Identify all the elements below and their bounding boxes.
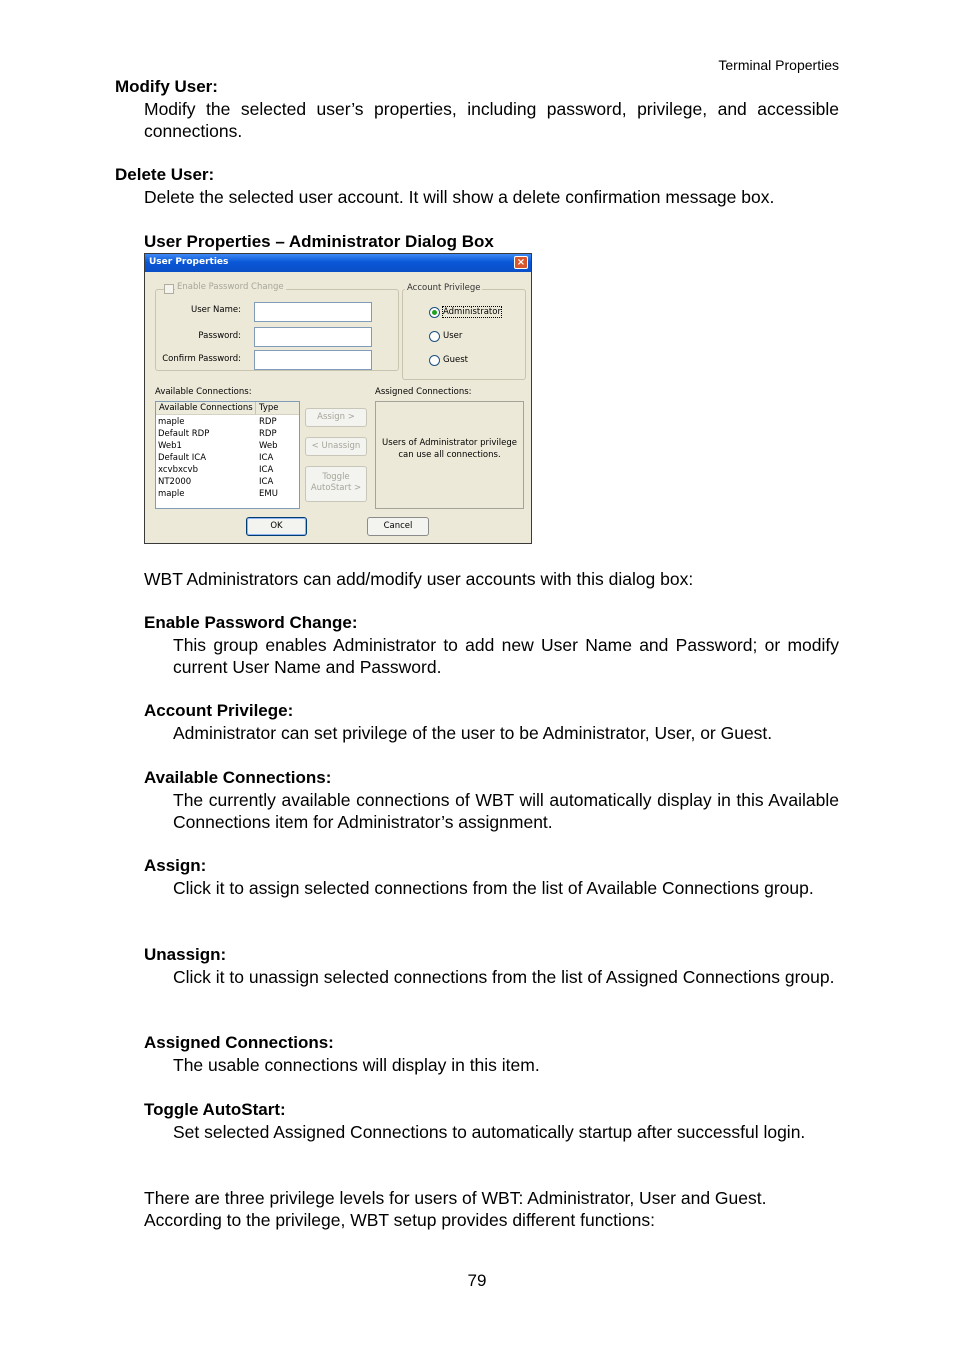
radio-administrator[interactable]	[429, 307, 440, 318]
connection-row-type[interactable]: Web	[259, 441, 278, 451]
modify-user-heading: Modify User:	[115, 77, 218, 96]
cancel-button[interactable]: Cancel	[367, 517, 429, 536]
connection-row-name[interactable]: xcvbxcvb	[158, 465, 198, 475]
confirm-password-input[interactable]	[254, 350, 372, 370]
toggle-autostart-button[interactable]	[305, 466, 367, 502]
figure-caption: User Properties – Administrator Dialog Box	[144, 232, 494, 251]
item-text: Click it to unassign selected connections from the list of Assigned Connections group.	[173, 967, 835, 987]
item-heading: Assigned Connections:	[144, 1033, 334, 1052]
available-connections-list[interactable]	[155, 401, 300, 509]
connection-row-type[interactable]: RDP	[259, 429, 277, 439]
item-text: The currently available connections of WBT will automatically display in this Available Connections item for Administrator’s assignment.	[173, 790, 839, 832]
connection-row-type[interactable]: ICA	[259, 465, 274, 475]
connection-row-name[interactable]: maple	[158, 489, 185, 499]
item-text: Set selected Assigned Connections to automatically startup after successful login.	[173, 1122, 806, 1142]
radio-administrator-label[interactable]: Administrator	[443, 307, 501, 317]
user-name-input[interactable]	[254, 302, 372, 322]
available-connections-label: Available Connections:	[155, 387, 252, 397]
modify-user-text: Modify the selected user’s properties, including password, privilege, and accessible connections.	[144, 99, 839, 141]
running-header: Terminal Properties	[718, 57, 839, 73]
connection-row-type[interactable]: RDP	[259, 417, 277, 427]
dialog-title-bar	[145, 254, 531, 272]
close-icon[interactable]: ×	[514, 256, 528, 269]
page-number: 79	[467, 1271, 487, 1290]
delete-user-text: Delete the selected user account. It will show a delete confirmation message box.	[144, 187, 775, 207]
ok-button[interactable]: OK	[246, 517, 307, 536]
item-text: Administrator can set privilege of the user to be Administrator, User, or Guest.	[173, 723, 773, 743]
assigned-text-line-2: can use all connections.	[398, 450, 501, 460]
toggle-line-1: Toggle	[322, 472, 350, 482]
intro-text: WBT Administrators can add/modify user accounts with this dialog box:	[144, 569, 694, 589]
closing-line-1: There are three privilege levels for users of WBT: Administrator, User and Guest.	[144, 1188, 767, 1208]
assign-button[interactable]: Assign >	[305, 408, 367, 427]
assigned-connections-panel[interactable]	[375, 401, 524, 509]
assigned-connections-label: Assigned Connections:	[375, 387, 472, 397]
item-heading: Account Privilege:	[144, 701, 294, 720]
item-text: Click it to assign selected connections from the list of Available Connections group.	[173, 878, 814, 898]
item-heading: Assign:	[144, 856, 207, 875]
list-header-name[interactable]: Available Connections	[156, 402, 256, 415]
list-header-type[interactable]: Type	[256, 402, 300, 415]
item-heading: Enable Password Change:	[144, 613, 358, 632]
connection-row-type[interactable]: ICA	[259, 453, 274, 463]
user-name-label: User Name:	[190, 305, 241, 315]
item-heading: Available Connections:	[144, 768, 332, 787]
toggle-line-2: AutoStart >	[310, 483, 362, 493]
account-privilege-label: Account Privilege	[407, 283, 481, 293]
radio-user[interactable]	[429, 331, 440, 342]
connection-row-name[interactable]: Default ICA	[158, 453, 207, 463]
connection-row-type[interactable]: EMU	[259, 489, 278, 499]
password-label: Password:	[198, 331, 241, 341]
enable-password-change-label: Enable Password Change	[177, 282, 284, 292]
connection-row-name[interactable]: maple	[158, 417, 185, 427]
closing-line-2: According to the privilege, WBT setup provides different functions:	[144, 1210, 656, 1230]
radio-guest-label[interactable]: Guest	[443, 355, 468, 365]
enable-password-change-checkbox[interactable]	[164, 284, 174, 294]
item-text: This group enables Administrator to add new User Name and Password; or modify current User Name and Password.	[173, 635, 839, 677]
radio-user-label[interactable]: User	[443, 331, 463, 341]
item-heading: Unassign:	[144, 945, 227, 964]
item-heading: Toggle AutoStart:	[144, 1100, 286, 1119]
assigned-text-line-1: Users of Administrator privilege	[382, 438, 517, 448]
connection-row-name[interactable]: Default RDP	[158, 429, 210, 439]
dialog-title: User Properties	[149, 257, 229, 267]
connection-row-type[interactable]: ICA	[259, 477, 274, 487]
connection-row-name[interactable]: NT2000	[158, 477, 192, 487]
radio-guest[interactable]	[429, 355, 440, 366]
delete-user-heading: Delete User:	[115, 165, 215, 184]
confirm-password-label: Confirm Password:	[162, 354, 241, 364]
password-input[interactable]	[254, 327, 372, 347]
user-properties-dialog	[144, 253, 532, 544]
account-privilege-group	[402, 289, 526, 380]
connection-row-name[interactable]: Web1	[158, 441, 182, 451]
unassign-button[interactable]: < Unassign	[305, 437, 367, 456]
item-text: The usable connections will display in this item.	[173, 1055, 540, 1075]
